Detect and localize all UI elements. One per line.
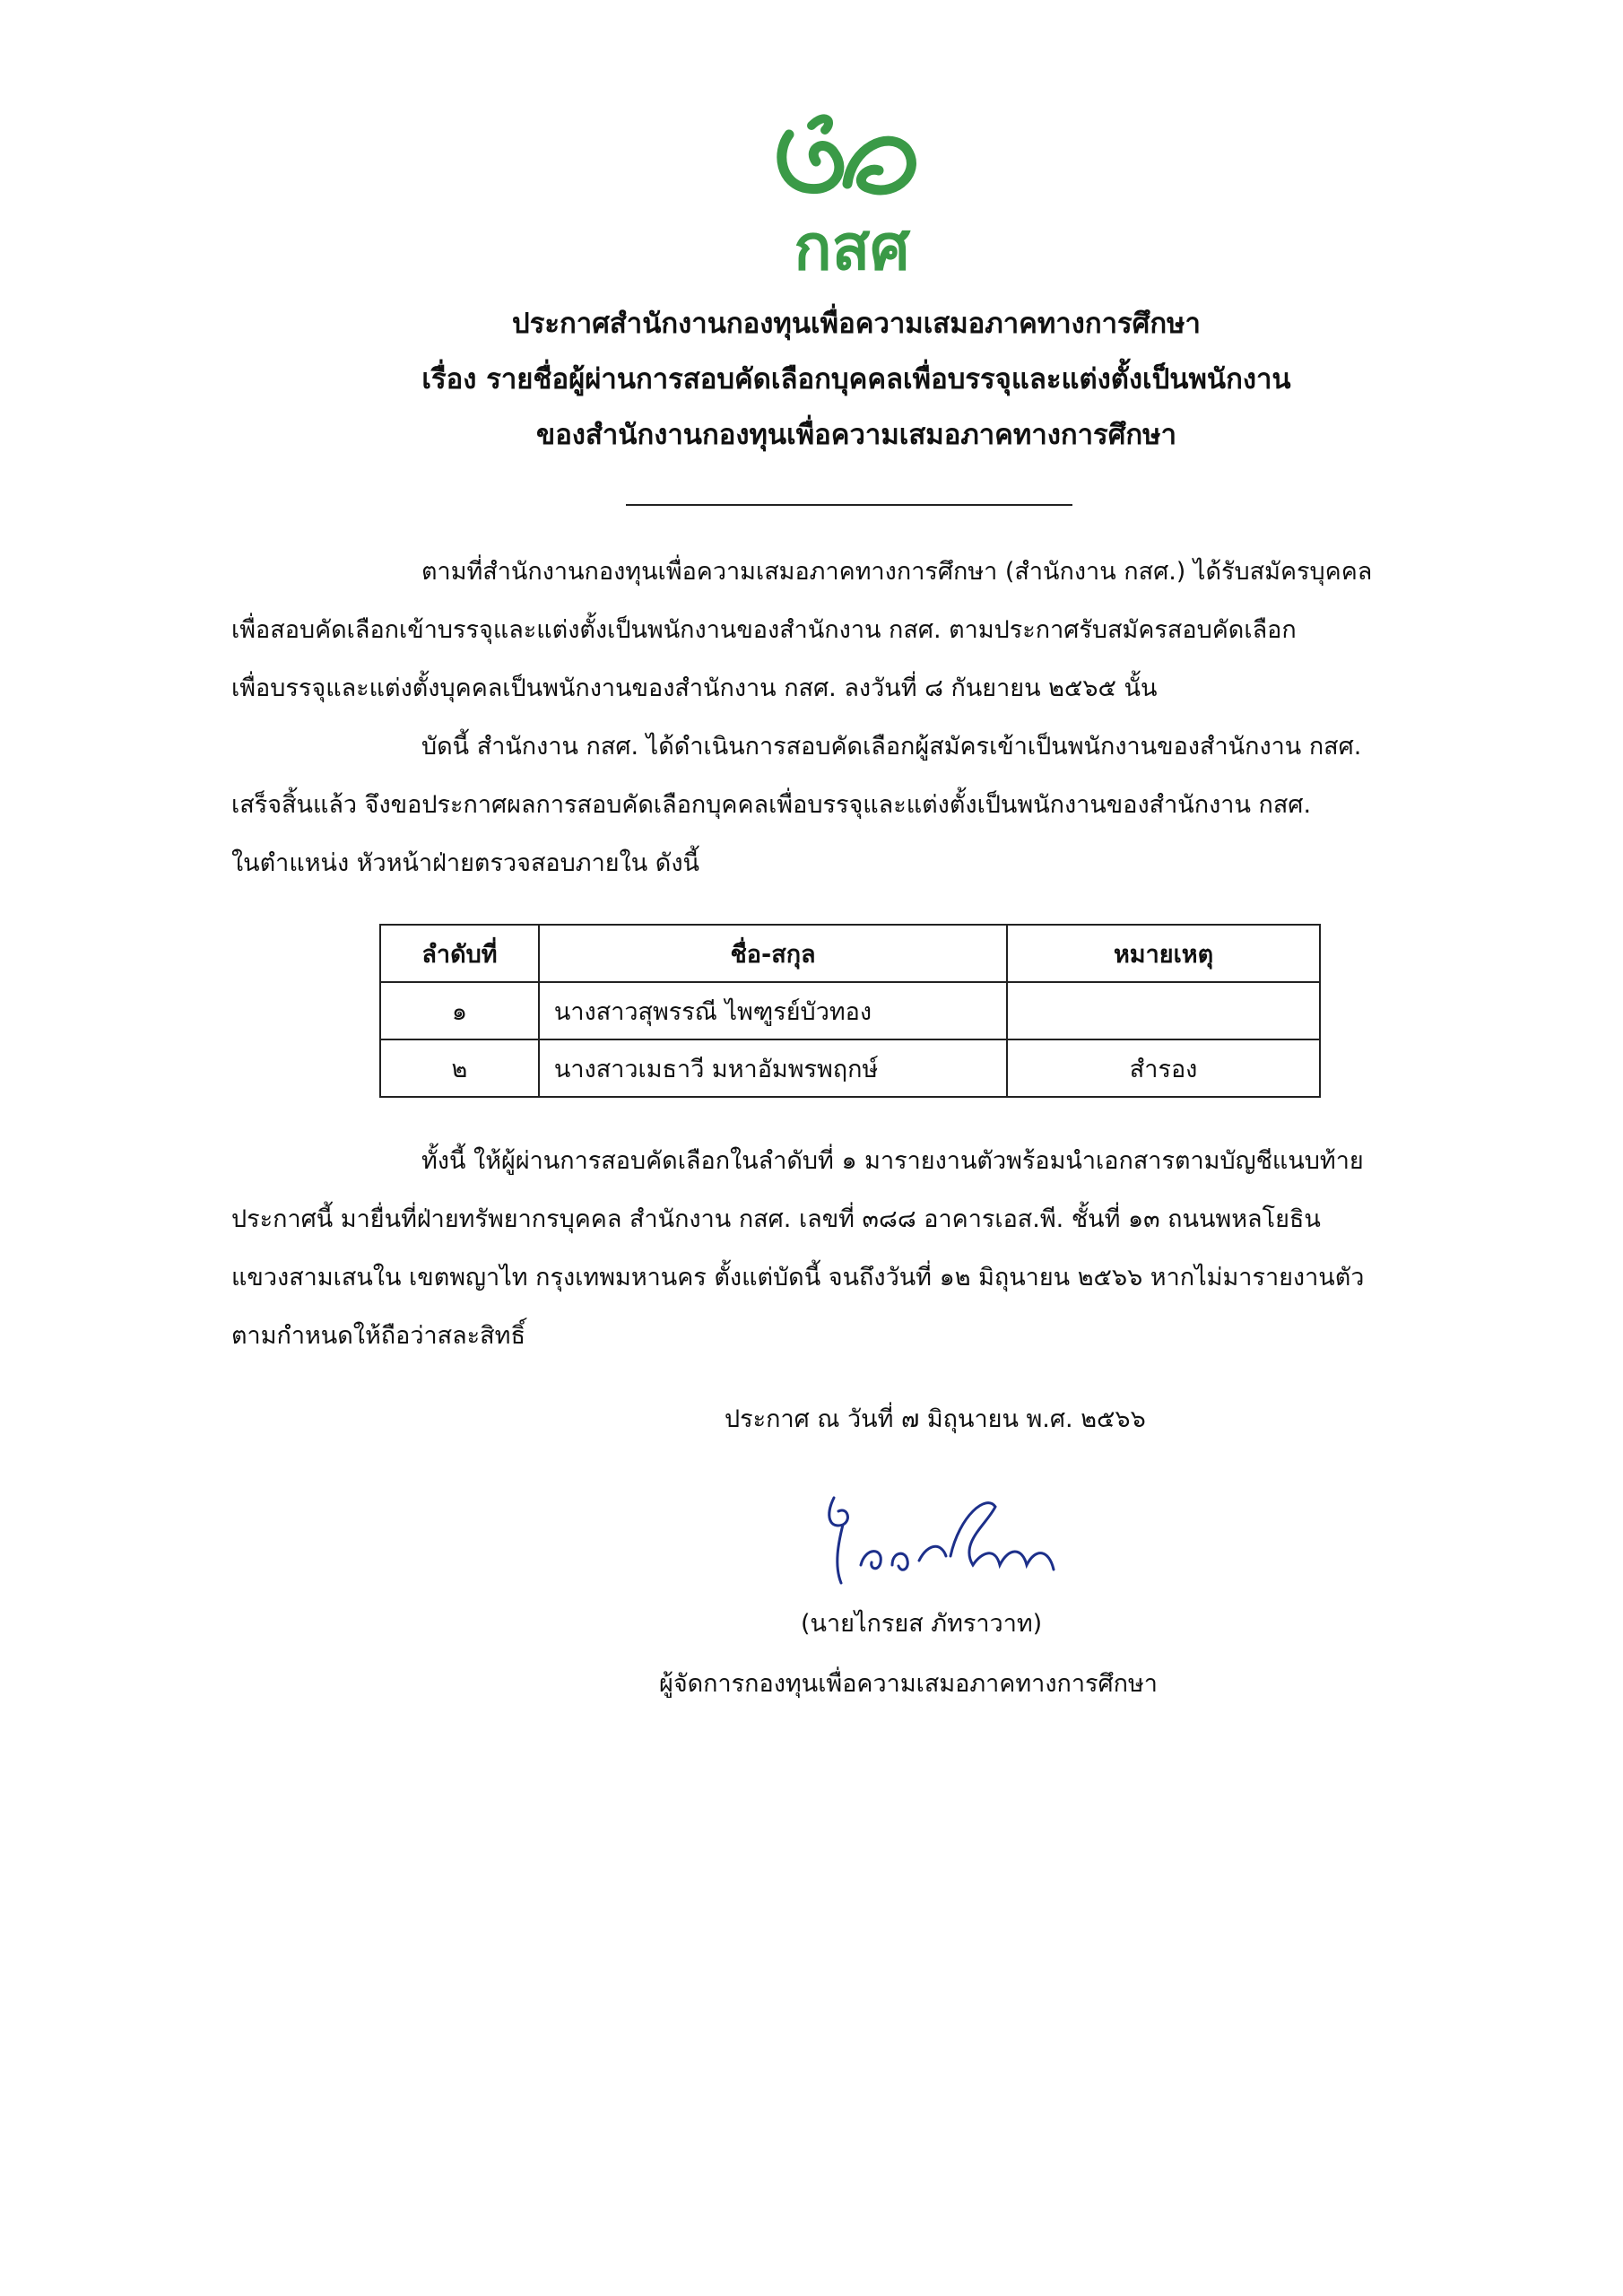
paragraph-2-line-1: บัดนี้ สำนักงาน กสศ. ได้ดำเนินการสอบคัดเลือกผู้สมัครเข้าเป็นพนักงานของสำนักงาน กสศ. xyxy=(421,733,1362,761)
paragraph-3-line-4: ตามกำหนดให้ถือว่าสละสิทธิ์ xyxy=(231,1322,525,1350)
paragraph-2-line-2: เสร็จสิ้นแล้ว จึงขอประกาศผลการสอบคัดเลือกบุคคลเพื่อบรรจุและแต่งตั้งเป็นพนักงานของสำนักงาน กสศ. xyxy=(231,791,1312,819)
results-table xyxy=(379,924,1321,1098)
signatory-name: (นายไกรยส ภัทราวาท) xyxy=(801,1610,1043,1638)
paragraph-1 xyxy=(231,543,1478,718)
table-header-row xyxy=(380,925,1320,982)
title-line-2: เรื่อง รายชื่อผู้ผ่านการสอบคัดเลือกบุคคลเพื่อบรรจุและแต่งตั้งเป็นพนักงาน xyxy=(421,363,1291,396)
title-divider xyxy=(626,504,1072,506)
row-name: นางสาวสุพรรณี ไพฑูรย์บัวทอง xyxy=(539,982,1007,1039)
announcement-date: ประกาศ ณ วันที่ ๗ มิถุนายน พ.ศ. ๒๕๖๖ xyxy=(725,1405,1146,1433)
table-row xyxy=(380,1039,1320,1097)
paragraph-2-line-3: ในตำแหน่ง หัวหน้าฝ่ายตรวจสอบภายใน ดังนี้ xyxy=(231,849,699,877)
paragraph-2 xyxy=(231,718,1478,892)
signatory-position: ผู้จัดการกองทุนเพื่อความเสมอภาคทางการศึกษา xyxy=(659,1670,1158,1698)
paragraph-1-line-1: ตามที่สำนักงานกองทุนเพื่อความเสมอภาคทางการศึกษา (สำนักงาน กสศ.) ได้รับสมัครบุคคล xyxy=(421,558,1373,586)
paragraph-1-line-3: เพื่อบรรจุและแต่งตั้งบุคคลเป็นพนักงานของสำนักงาน กสศ. ลงวันที่ ๘ กันยายน ๒๕๖๕ นั้น xyxy=(231,674,1158,702)
row-order: ๒ xyxy=(380,1039,539,1097)
leaf-loop-logo-icon xyxy=(762,99,942,278)
paragraph-3-line-3: แขวงสามเสนใน เขตพญาไท กรุงเทพมหานคร ตั้งแต่บัดนี้ จนถึงวันที่ ๑๒ มิถุนายน ๒๕๖๖ หากไม่มารายงานตัว xyxy=(231,1264,1365,1292)
logo-text: กสศ xyxy=(794,211,910,278)
row-note: สำรอง xyxy=(1007,1039,1320,1097)
title-line-3: ของสำนักงานกองทุนเพื่อความเสมอภาคทางการศึกษา xyxy=(536,419,1176,451)
row-name: นางสาวเมธาวี มหาอัมพรพฤกษ์ xyxy=(539,1039,1007,1097)
row-order: ๑ xyxy=(380,982,539,1039)
header-order: ลำดับที่ xyxy=(380,925,539,982)
paragraph-3-line-2: ประกาศนี้ มายื่นที่ฝ่ายทรัพยากรบุคคล สำนักงาน กสศ. เลขที่ ๓๘๘ อาคารเอส.พี. ชั้นที่ ๑๓ ถนนพหลโยธิน xyxy=(231,1205,1321,1233)
paragraph-3 xyxy=(231,1132,1478,1365)
paragraph-3-line-1: ทั้งนี้ ให้ผู้ผ่านการสอบคัดเลือกในลำดับที่ ๑ มารายงานตัวพร้อมนำเอกสารตามบัญชีแนบท้าย xyxy=(421,1147,1364,1175)
title-line-1: ประกาศสำนักงานกองทุนเพื่อความเสมอภาคทางการศึกษา xyxy=(512,308,1201,340)
announcement-title xyxy=(206,296,1506,463)
header-name: ชื่อ-สกุล xyxy=(539,925,1007,982)
paragraph-1-line-2: เพื่อสอบคัดเลือกเข้าบรรจุและแต่งตั้งเป็นพนักงานของสำนักงาน กสศ. ตามประกาศรับสมัครสอบคัดเลือก xyxy=(231,616,1297,644)
table-row xyxy=(380,982,1320,1039)
eef-logo xyxy=(762,99,942,278)
handwritten-signature xyxy=(807,1480,1076,1596)
header-note: หมายเหตุ xyxy=(1007,925,1320,982)
row-note xyxy=(1007,982,1320,1039)
